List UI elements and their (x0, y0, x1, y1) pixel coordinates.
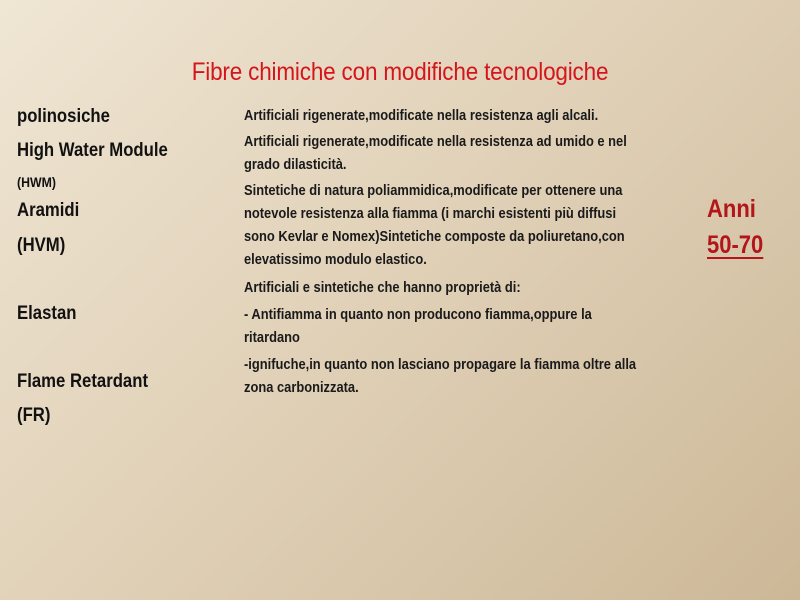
period-label: Anni (707, 195, 756, 223)
description-fr-antifiamma-line-2: ritardano (244, 329, 300, 346)
label-hvm: (HVM) (17, 235, 66, 256)
description-polinosiche: Artificiali rigenerate,modificate nella resistenza agli alcali. (244, 107, 599, 124)
label-aramidi: Aramidi (17, 200, 80, 221)
description-elastan-line-1: sono Kevlar e Nomex)Sintetiche composte da poliuretano,con (244, 228, 625, 245)
period-years: 50-70 (707, 231, 764, 259)
description-aramidi-line-2: notevole resistenza alla fiamma (i marchi esistenti più diffusi (244, 205, 617, 222)
description-aramidi-line-1: Sintetiche di natura poliammidica,modificate per ottenere una (244, 182, 623, 199)
label-fr: (FR) (17, 405, 51, 426)
label-hwm: (HWM) (17, 174, 56, 190)
slide-title: Fibre chimiche con modifiche tecnologiche (191, 58, 609, 86)
description-fr-ignifughe-line-1: -ignifuche,in quanto non lasciano propagare la fiamma oltre alla (244, 356, 637, 373)
label-elastan: Elastan (17, 303, 77, 324)
label-flame-retardant: Flame Retardant (17, 371, 149, 392)
label-high-water-module: High Water Module (17, 140, 168, 161)
description-hwm-line-2: grado dilasticità. (244, 156, 347, 173)
description-fr-antifiamma-line-1: - Antifiamma in quanto non producono fiamma,oppure la (244, 306, 592, 323)
label-polinosiche: polinosiche (17, 106, 110, 127)
description-fr-intro: Artificiali e sintetiche che hanno proprietà di: (244, 279, 521, 296)
description-fr-ignifughe-line-2: zona carbonizzata. (244, 379, 359, 396)
description-hwm-line-1: Artificiali rigenerate,modificate nella resistenza ad umido e nel (244, 133, 627, 150)
description-elastan-line-2: elevatissimo modulo elastico. (244, 251, 427, 268)
